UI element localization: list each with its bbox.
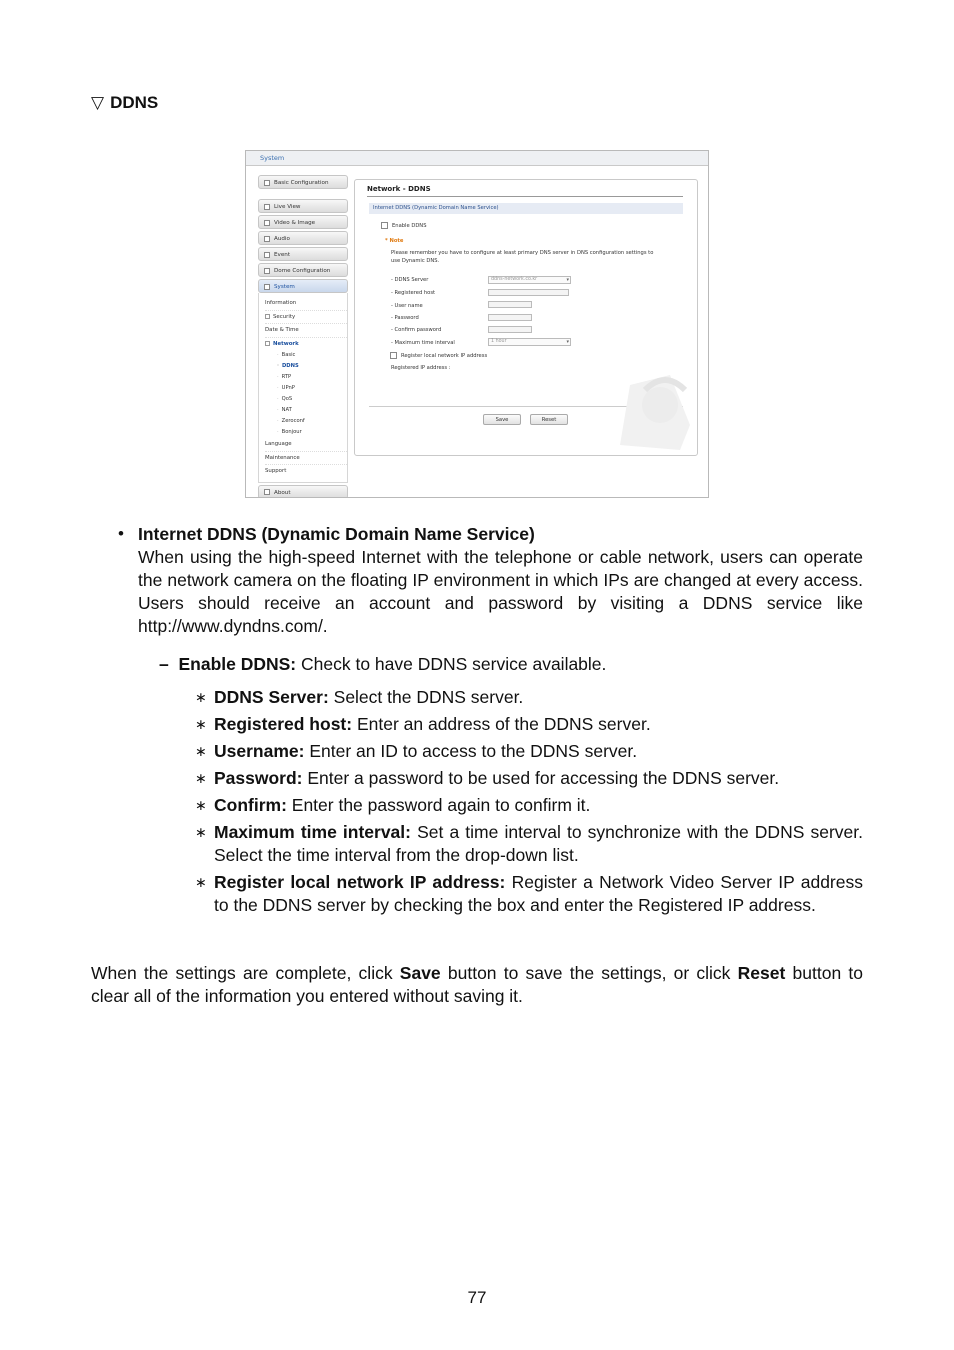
network-item-upnp[interactable] <box>265 383 347 394</box>
user-name-label: - User name <box>391 303 423 309</box>
tree-item-network[interactable] <box>265 338 347 351</box>
expand-box-icon <box>265 314 270 319</box>
list-item-max-interval <box>195 821 863 867</box>
enable-ddns-label: Enable DDNS <box>392 223 427 229</box>
list-item-ddns-server <box>195 686 863 709</box>
bullet-dot-icon: · <box>277 374 279 380</box>
page-number: 77 <box>467 1288 487 1307</box>
tree-label: Basic <box>281 352 296 358</box>
list-item-register-ip <box>195 871 863 917</box>
enable-ddns-desc: Check to have DDNS service available. <box>296 654 607 674</box>
register-ip-label: Register local network IP address <box>401 353 488 359</box>
section-heading <box>91 93 158 113</box>
item-term: Username: <box>214 741 305 761</box>
chevron-down-icon: ▾ <box>566 277 569 283</box>
sidebar-button-audio[interactable] <box>258 231 348 245</box>
screenshot-top-bar: System <box>246 151 708 166</box>
item-desc: Set a time interval to synchronize with the DDNS server. Select the time interval from the drop-down list. <box>214 822 863 865</box>
confirm-password-input[interactable] <box>488 326 532 333</box>
enable-ddns-item <box>159 654 606 675</box>
bullet-dot-icon: · <box>277 396 279 402</box>
sidebar-label: Audio <box>274 236 290 242</box>
star-marker: ∗ <box>195 874 207 890</box>
intro-text: When using the high-speed Internet with the telephone or cable network, users can operate the network camera on the floating IP environment in which IPs are changed at every access. Users should receive an account and password by visiting a DDNS service like http://www.dyndns.com/. <box>138 547 863 636</box>
network-item-ddns[interactable] <box>265 361 347 372</box>
intro-heading: Internet DDNS (Dynamic Domain Name Service) <box>138 524 535 544</box>
sidebar-button-system[interactable] <box>258 279 348 293</box>
item-desc: Select the DDNS server. <box>328 687 524 707</box>
item-term: Maximum time interval: <box>214 822 411 842</box>
field-description-list <box>195 686 863 921</box>
tree-item-security[interactable] <box>265 311 347 325</box>
note-text: Please remember you have to configure at least primary DNS server in DNS configuration settings to use Dynamic DNS. <box>391 250 654 264</box>
collapse-box-icon <box>265 341 270 346</box>
sidebar-button-about[interactable] <box>258 485 348 499</box>
item-term: Register local network IP address: <box>214 872 506 892</box>
expand-box-icon <box>264 180 270 186</box>
tree-label: DDNS <box>281 363 299 369</box>
closing-text: When the settings are complete, click <box>91 963 400 983</box>
tree-label: QoS <box>281 396 293 402</box>
item-term: Password: <box>214 768 303 788</box>
bullet-dot-icon: · <box>277 352 279 358</box>
star-marker: ∗ <box>195 797 207 813</box>
ddns-server-label: - DDNS Server <box>391 277 429 283</box>
tree-item-date-time[interactable] <box>265 324 347 338</box>
ddns-server-value: ddns-network.co.kr <box>491 277 538 282</box>
bullet-dot-icon: · <box>277 363 279 369</box>
item-desc: Enter an ID to access to the DDNS server. <box>304 741 638 761</box>
save-button[interactable]: Save <box>483 414 521 425</box>
tree-item-language[interactable] <box>265 438 347 452</box>
panel-section-band: Internet DDNS (Dynamic Domain Name Service) <box>369 203 683 214</box>
password-input[interactable] <box>488 314 532 321</box>
item-term: DDNS Server: <box>214 687 329 707</box>
star-marker: ∗ <box>195 743 207 759</box>
sidebar-label: Basic Configuration <box>274 180 329 186</box>
sidebar-label: System <box>274 284 295 290</box>
user-name-input[interactable] <box>488 301 532 308</box>
registered-host-label: - Registered host <box>391 290 436 296</box>
item-desc: Register a Network Video Server IP address to the DDNS server by checking the box and enter the Registered IP address. <box>214 872 863 915</box>
bullet-dot-icon: · <box>277 429 279 435</box>
tree-label: Zeroconf <box>281 418 305 424</box>
sidebar-button-basic-configuration[interactable] <box>258 175 348 189</box>
sidebar-button-video-image[interactable] <box>258 215 348 229</box>
sidebar-label: Event <box>274 252 291 258</box>
item-term: Registered host: <box>214 714 353 734</box>
item-desc: Enter a password to be used for accessing the DDNS server. <box>302 768 780 788</box>
enable-ddns-term: Enable DDNS: <box>178 654 297 674</box>
item-desc: Enter an address of the DDNS server. <box>352 714 651 734</box>
tree-label: Bonjour <box>281 429 302 435</box>
item-term: Confirm: <box>214 795 287 815</box>
ddns-settings-screenshot <box>245 150 709 498</box>
watermark-camera-graphic <box>610 365 695 453</box>
list-item-registered-host <box>195 713 863 736</box>
expand-box-icon <box>264 252 270 258</box>
screenshot-sidebar <box>258 175 348 498</box>
network-item-rtp[interactable] <box>265 372 347 383</box>
max-interval-select[interactable] <box>488 338 571 346</box>
closing-text: button to clear all of the information you entered without saving it. <box>91 963 863 1006</box>
closing-reset-term: Reset <box>737 963 786 983</box>
tree-label: UPnP <box>281 385 295 391</box>
tree-label: Date & Time <box>265 327 299 333</box>
intro-paragraph <box>138 523 863 638</box>
star-marker: ∗ <box>195 689 207 705</box>
sidebar-button-dome-configuration[interactable] <box>258 263 348 277</box>
star-marker: ∗ <box>195 824 207 840</box>
expand-box-icon <box>264 236 270 242</box>
triangle-marker-icon: ▽ <box>91 93 105 112</box>
network-item-basic[interactable] <box>265 350 347 361</box>
bullet-dot-icon: · <box>277 407 279 413</box>
tree-label: Network <box>273 340 299 347</box>
confirm-password-label: - Confirm password <box>391 327 442 333</box>
sidebar-label: Dome Configuration <box>274 268 331 274</box>
item-desc: Enter the password again to confirm it. <box>286 795 591 815</box>
tree-item-maintenance[interactable] <box>265 452 347 466</box>
network-item-zeroconf[interactable] <box>265 416 347 427</box>
dash-marker: – <box>159 654 169 674</box>
enable-ddns-row <box>381 222 426 229</box>
registered-host-input[interactable] <box>488 289 569 296</box>
bullet-dot-icon: · <box>277 418 279 424</box>
max-interval-value: 1 hour <box>491 339 507 344</box>
sidebar-button-live-view[interactable] <box>258 199 348 213</box>
section-title: DDNS <box>110 93 159 112</box>
closing-paragraph <box>91 962 863 1008</box>
tree-item-support[interactable] <box>265 465 347 478</box>
tree-label: Information <box>265 300 297 306</box>
sidebar-label: Video & Image <box>274 220 316 226</box>
tree-label: RTP <box>281 374 292 380</box>
network-item-nat[interactable] <box>265 405 347 416</box>
star-marker: ∗ <box>195 716 207 732</box>
tree-label: Language <box>265 441 292 447</box>
ddns-server-select[interactable] <box>488 276 571 284</box>
star-marker: ∗ <box>195 770 207 786</box>
sidebar-label: About <box>274 489 291 496</box>
tree-item-information[interactable] <box>265 297 347 311</box>
sidebar-button-event[interactable] <box>258 247 348 261</box>
sidebar-label: Live View <box>274 204 301 210</box>
note-asterisk-icon: * <box>385 238 390 244</box>
expand-box-icon <box>264 204 270 210</box>
note-block <box>385 238 403 244</box>
list-item-confirm <box>195 794 863 817</box>
bullet-marker: • <box>118 524 124 543</box>
tree-label: NAT <box>281 407 292 413</box>
ddns-panel <box>354 179 698 456</box>
tree-label: Security <box>273 313 296 320</box>
password-label: - Password <box>391 315 419 321</box>
register-ip-checkbox[interactable] <box>390 352 397 359</box>
collapse-box-icon <box>264 284 270 290</box>
expand-box-icon <box>264 220 270 226</box>
list-item-username <box>195 740 863 763</box>
expand-box-icon <box>264 489 270 495</box>
tree-label: Maintenance <box>265 454 300 461</box>
expand-box-icon <box>264 268 270 274</box>
tree-label: Support <box>265 468 287 474</box>
max-interval-label: - Maximum time interval <box>391 340 455 346</box>
closing-text: button to save the settings, or click <box>440 963 738 983</box>
list-item-password <box>195 767 863 790</box>
closing-save-term: Save <box>399 963 441 983</box>
registered-ip-label: Registered IP address : <box>391 365 451 371</box>
panel-title: Network - DDNS <box>367 185 683 197</box>
system-tree <box>258 293 348 483</box>
note-heading: Note <box>389 238 404 244</box>
enable-ddns-checkbox[interactable] <box>381 222 388 229</box>
reset-button[interactable]: Reset <box>530 414 568 425</box>
bullet-dot-icon: · <box>277 385 279 391</box>
network-item-bonjour[interactable] <box>265 427 347 438</box>
chevron-down-icon: ▾ <box>566 339 569 345</box>
register-ip-row <box>390 352 487 359</box>
network-item-qos[interactable] <box>265 394 347 405</box>
